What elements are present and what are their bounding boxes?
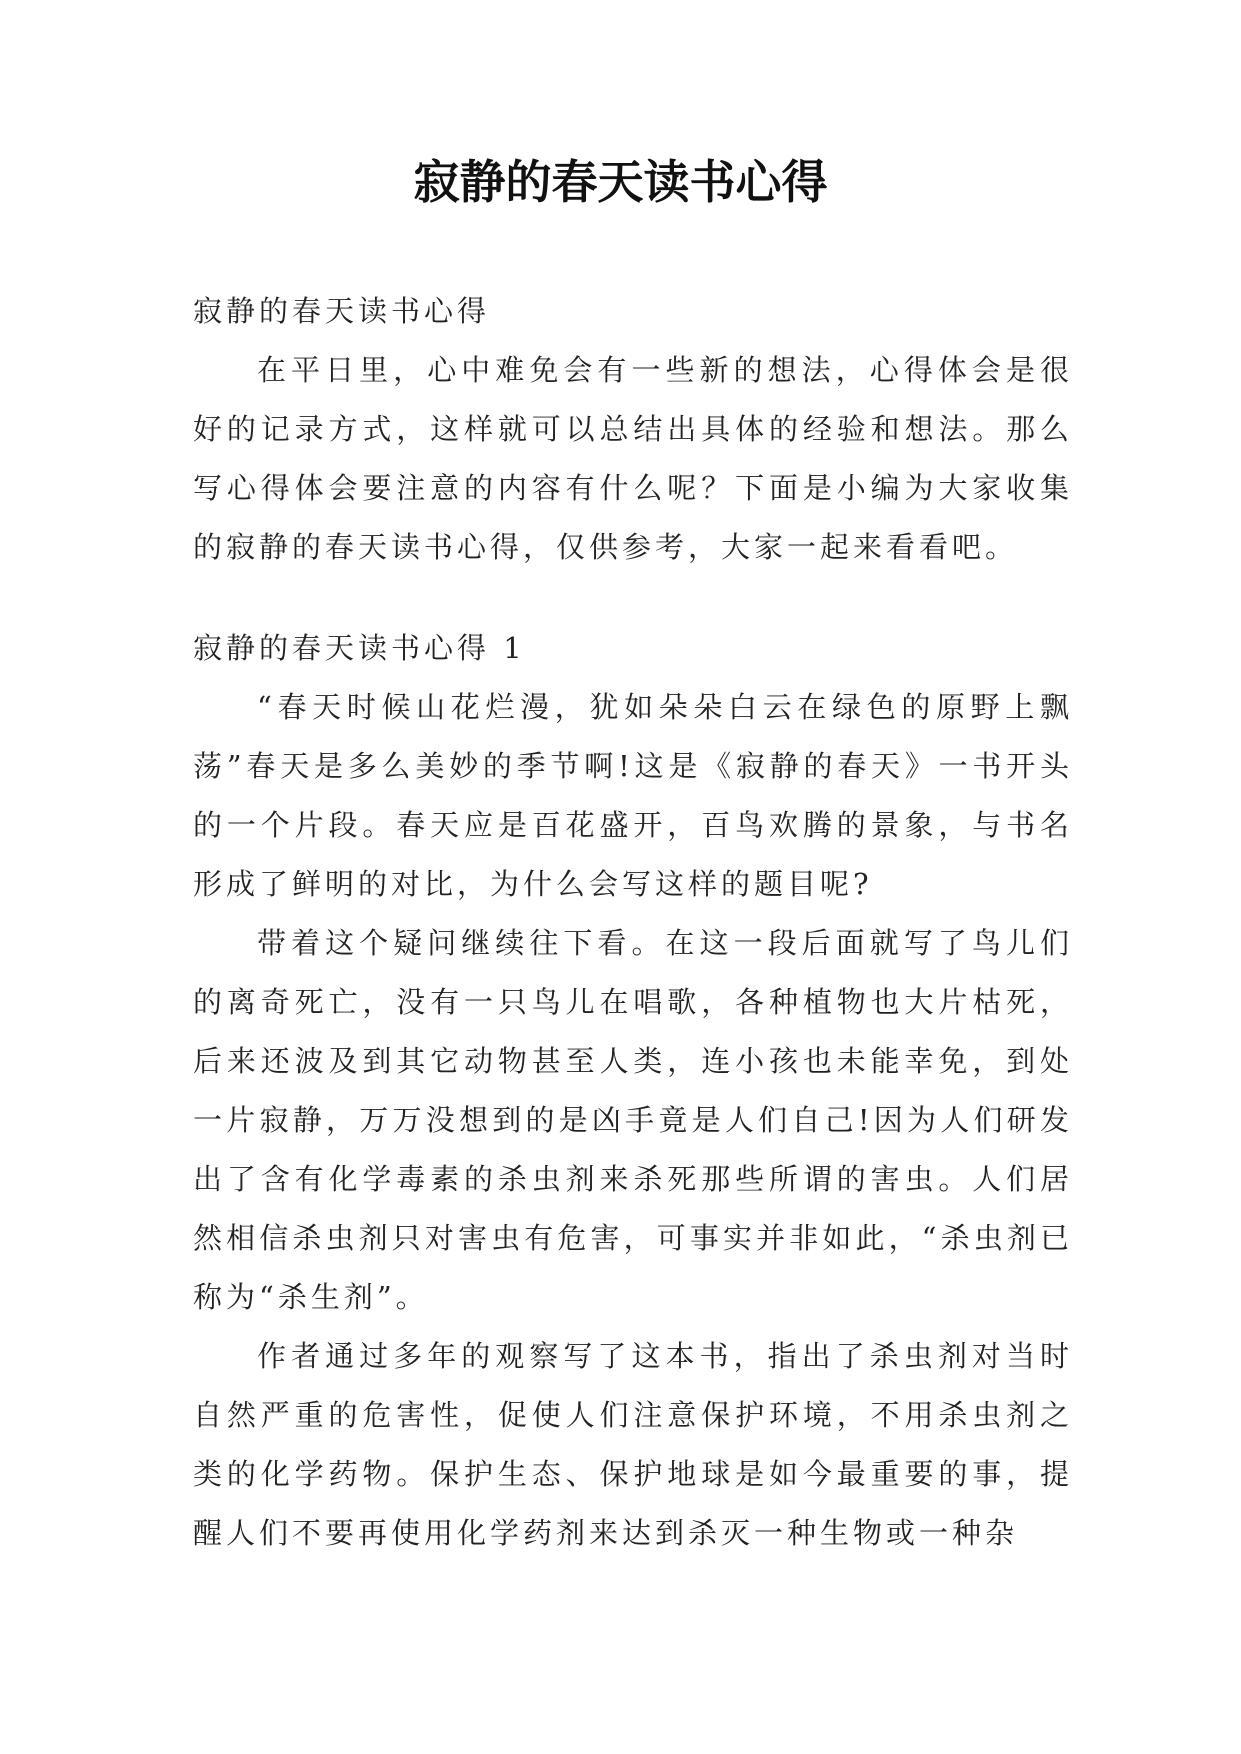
section1-paragraph: 带着这个疑问继续往下看。在这一段后面就写了鸟儿们的离奇死亡，没有一只鸟儿在唱歌，各种植物也大片枯死，后来还波及到其它动物甚至人类，连小孩也未能幸免，到处一片寂静，万万没想到的是凶手竟是人们自己!因为人们研发出了含有化学毒素的杀虫剂来杀死那些所谓的害虫。人们居然相信杀虫剂只对害虫有危害，可事实并非如此，“杀虫剂已称为“杀生剂”。 bbox=[193, 926, 1073, 1314]
section-spacer bbox=[193, 577, 1073, 619]
intro-heading: 寂静的春天读书心得 bbox=[193, 294, 491, 328]
section1-heading: 寂静的春天读书心得 1 bbox=[193, 631, 526, 665]
section1-paragraph: “春天时候山花烂漫，犹如朵朵白云在绿色的原野上飘荡”春天是多么美妙的季节啊!这是《寂静的春天》一书开头的一个片段。春天应是百花盛开，百鸟欢腾的景象，与书名形成了鲜明的对比，为什么会写这样的题目呢? bbox=[193, 690, 1073, 901]
document-body bbox=[193, 282, 1073, 1563]
intro-paragraph: 在平日里，心中难免会有一些新的想法，心得体会是很好的记录方式，这样就可以总结出具体的经验和想法。那么写心得体会要注意的内容有什么呢？下面是小编为大家收集的寂静的春天读书心得，仅供参考，大家一起来看看吧。 bbox=[193, 353, 1073, 564]
section1-paragraph: 作者通过多年的观察写了这本书，指出了杀虫剂对当时自然严重的危害性，促使人们注意保护环境，不用杀虫剂之类的化学药物。保护生态、保护地球是如今最重要的事，提醒人们不要再使用化学药剂来达到杀灭一种生物或一种杂 bbox=[193, 1339, 1073, 1550]
document-title: 寂静的春天读书心得 bbox=[413, 155, 828, 209]
